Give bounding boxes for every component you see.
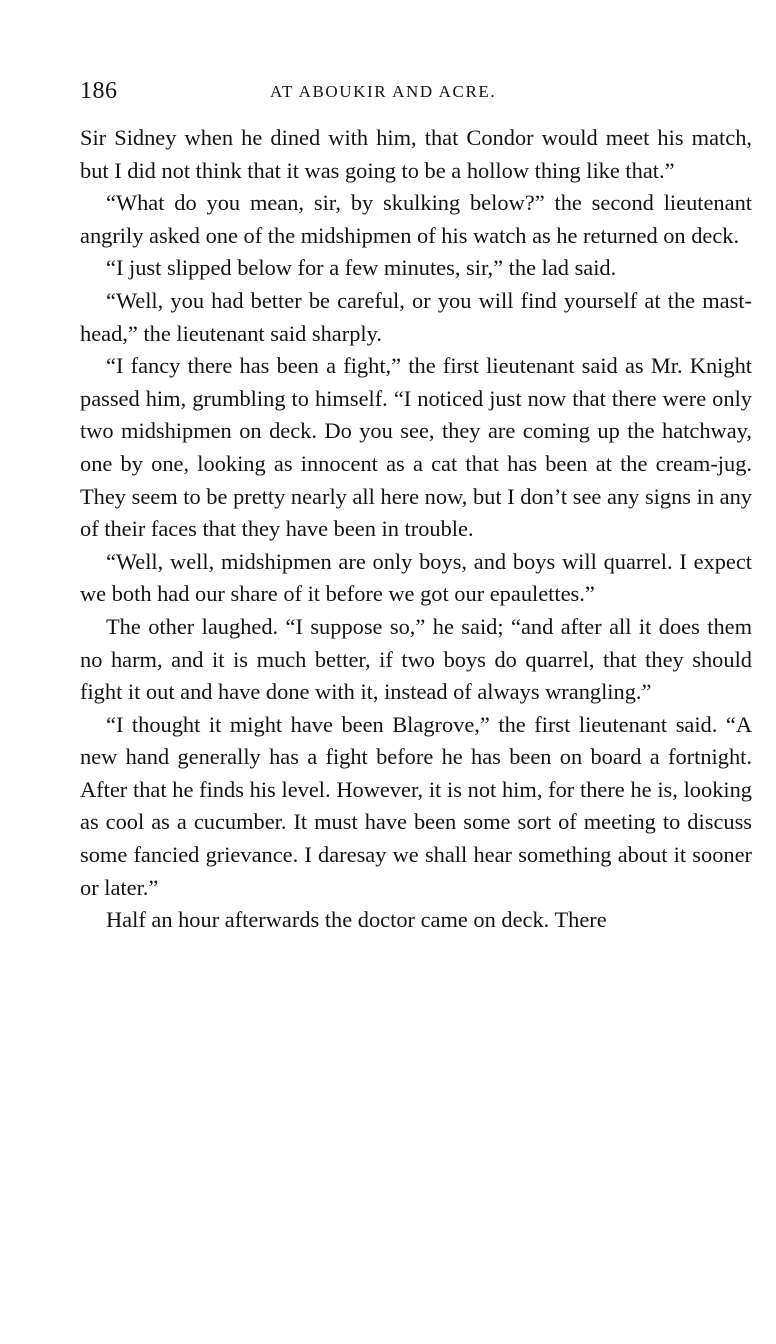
page-number: 186 — [80, 78, 118, 104]
paragraph-2: “What do you mean, sir, by skulking below?” the second lieutenant angrily asked one of the midshipmen of his watch as he returned on deck. — [80, 190, 752, 248]
page-header — [80, 78, 750, 112]
paragraph-7: The other laughed. “I suppose so,” he said; “and after all it does them no harm, and it is much better, if two boys do quarrel, that they should fight it out and have done with it, instead of always wrangling.” — [80, 613, 752, 705]
paragraph-3: “I just slipped below for a few minutes, sir,” the lad said. — [106, 255, 617, 281]
body-text — [80, 122, 752, 937]
paragraph-5: “I fancy there has been a fight,” the first lieutenant said as Mr. Knight passed him, grumbling to himself. “I noticed just now that there were only two midshipmen on deck. Do you see, they are coming up the hatchway, one by one, looking as innocent as a cat that has been at the cream-jug. They seem to be pretty nearly all here now, but I don’t see any signs in any of their faces that they have been in trouble. — [80, 353, 752, 542]
paragraph-6: “Well, well, midshipmen are only boys, and boys will quarrel. I expect we both had our share of it before we got our epaulettes.” — [80, 548, 752, 607]
paragraph-4: “Well, you had better be careful, or you will find yourself at the mast-head,” the lieutenant said sharply. — [80, 287, 752, 346]
paragraph-1: Sir Sidney when he dined with him, that Condor would meet his match, but I did not think that it was going to be a hollow thing like that.” — [80, 125, 752, 183]
running-title: AT ABOUKIR AND ACRE. — [270, 82, 497, 101]
paragraph-8: “I thought it might have been Blagrove,” the first lieutenant said. “A new hand generally has a fight before he has been on board a fortnight. After that he finds his level. However, it is not him, for there he is, looking as cool as a cucumber. It must have been some sort of meeting to discuss some fancied grievance. I daresay we shall hear something about it sooner or later.” — [80, 711, 752, 900]
paragraph-9: Half an hour afterwards the doctor came on deck. There — [106, 907, 607, 933]
